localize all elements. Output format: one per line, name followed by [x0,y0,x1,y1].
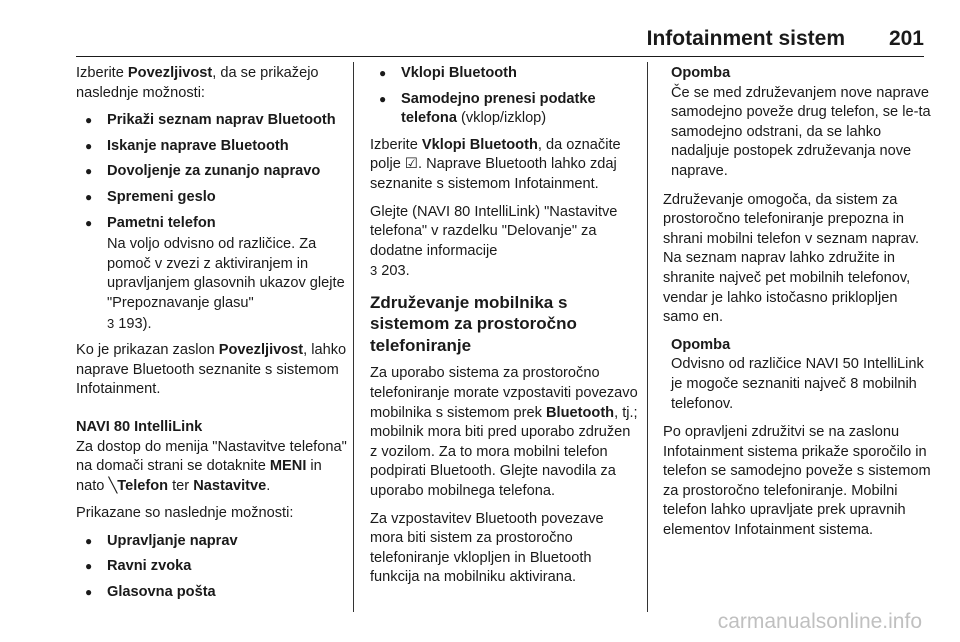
list-item [370,90,638,129]
list-item-label: Samodejno prenesi podatke telefona [401,90,596,127]
text: Izberite [370,136,422,153]
page-title: Infotainment sistem [646,27,845,50]
section-heading: Združevanje mobilnika s sistemom za prostoročno telefoniranje [370,292,577,355]
col1-paragraph-4: Prikazane so naslednje možnosti: [76,505,294,522]
checkbox-icon: ☑ [404,156,418,173]
page-ref: 193). [114,315,152,332]
text: Ko je prikazan zaslon [76,342,219,359]
column-2 [370,64,638,596]
list-item: ● Spremeni geslo [76,188,348,208]
col1-paragraph-2 [76,341,348,400]
note-2 [663,336,933,414]
note-title: Opomba [671,65,731,81]
col1-intro [76,64,348,103]
text: Izberite [76,65,128,81]
page-header [0,0,960,58]
text: Na voljo odvisno od različice. Za pomoč v zvezi z aktiviranjem in upravljanjem glasovnih ukazov glejte "Prepoznavanje glasu" [107,236,345,311]
column-1 [76,64,348,610]
connectivity-options-list [76,111,348,334]
text: , da se prikažejo naslednje možnosti: [76,65,319,101]
note-text: Če se med združevanjem nove naprave samodejno poveže drug telefon, se le-ta samodejno odstrani, da se lahko nadaljuje postopek združevanja nove naprave. [671,84,931,179]
navi-heading: NAVI 80 IntelliLink [76,418,203,435]
text: , tj.; mobilnik mora biti pred uporabo združen z vozilom. Za to mora mobilni telefon podpirati Bluetooth. Glejte navodila za uporabo mobilnega telefona. [370,404,638,499]
watermark: carmanualsonline.info [717,610,922,633]
page-ref-arrow-icon: 3 [107,315,115,331]
text-bold: Vklopi Bluetooth [421,136,538,153]
note-title: Opomba [671,336,731,353]
text-bold: MENI [269,458,307,475]
column-3 [663,64,933,549]
col3-paragraph-1: Združevanje omogoča, da sistem za prostoročno telefoniranje prepozna in shrani mobilni telefon v seznam naprav. Na seznam naprav lahko združite in shranite največ pet mobilnih telefonov, vendar je lahko istočasno priklopljen samo en. [663,191,920,326]
note-1 [663,64,933,182]
text: , da označite polje [370,136,621,173]
col2-paragraph-4: Za vzpostavitev Bluetooth povezave mora biti sistem za prostoročno telefoniranje vklopljen in Bluetooth funkcija na mobilniku aktivirana. [370,510,604,586]
text: Za uporabo sistema za prostoročno telefoniranje morate vzpostaviti povezavo mobilnika s sistemom prek [370,365,638,421]
list-item: ● Iskanje naprave Bluetooth [76,137,348,157]
text: ter [168,477,194,494]
list-item: ● Dovoljenje za zunanjo napravo [76,162,348,182]
phone-icon: ╲ [108,477,118,494]
text: Za dostop do menija "Nastavitve telefona" na domači strani se dotaknite [76,438,347,475]
text: . Naprave Bluetooth lahko zdaj seznanite s sistemom Infotainment. [370,156,617,192]
bluetooth-options-list [370,64,638,129]
phone-settings-options-list [76,532,348,603]
col2-paragraph-1 [370,136,638,195]
list-item: ● Glasovna pošta [76,583,348,603]
page-ref: 203. [377,263,410,280]
text-bold: Povezljivost [127,65,213,81]
smartphone-description [107,235,348,334]
text-bold: Bluetooth [546,404,615,421]
list-item: ● Upravljanje naprav [76,532,348,552]
col2-paragraph-3 [370,364,638,501]
col2-paragraph-2 [370,203,638,282]
text: (vklop/izklop) [456,110,547,127]
text: , lahko naprave Bluetooth seznanite s sistemom Infotainment. [76,342,347,398]
text-bold: Povezljivost [218,342,304,359]
text: in nato [76,458,322,494]
navi-paragraph [76,418,348,496]
header-rule [76,56,924,57]
list-item: ● Vklopi Bluetooth [370,64,638,84]
list-item: ● Ravni zvoka [76,557,348,577]
list-item: ● Prikaži seznam naprav Bluetooth [76,111,348,131]
col3-paragraph-2: Po opravljeni združitvi se na zaslonu Infotainment sistema prikaže sporočilo in telefon se samodejno poveže s sistemom za prostoročno telefoniranje. Mobilni telefon lahko upravljate prek upravnih elementov Infotainment sistema. [663,424,931,539]
text-bold: Nastavitve [193,477,267,494]
text: . [266,477,271,494]
column-divider-2 [647,62,648,612]
text: Glejte (NAVI 80 IntelliLink) "Nastavitve telefona" v razdelku "Delovanje" za dodatne informacije [370,203,618,259]
text-bold: Telefon [117,477,169,494]
list-item-label: Pametni telefon [107,214,216,231]
column-divider-1 [353,62,354,612]
note-text: Odvisno od različice NAVI 50 IntelliLink je mogoče seznaniti največ 8 mobilnih telefonov. [671,356,924,412]
list-item-smartphone [76,214,348,335]
page-ref-arrow-icon: 3 [370,263,378,279]
page-number: 201 [888,27,924,50]
